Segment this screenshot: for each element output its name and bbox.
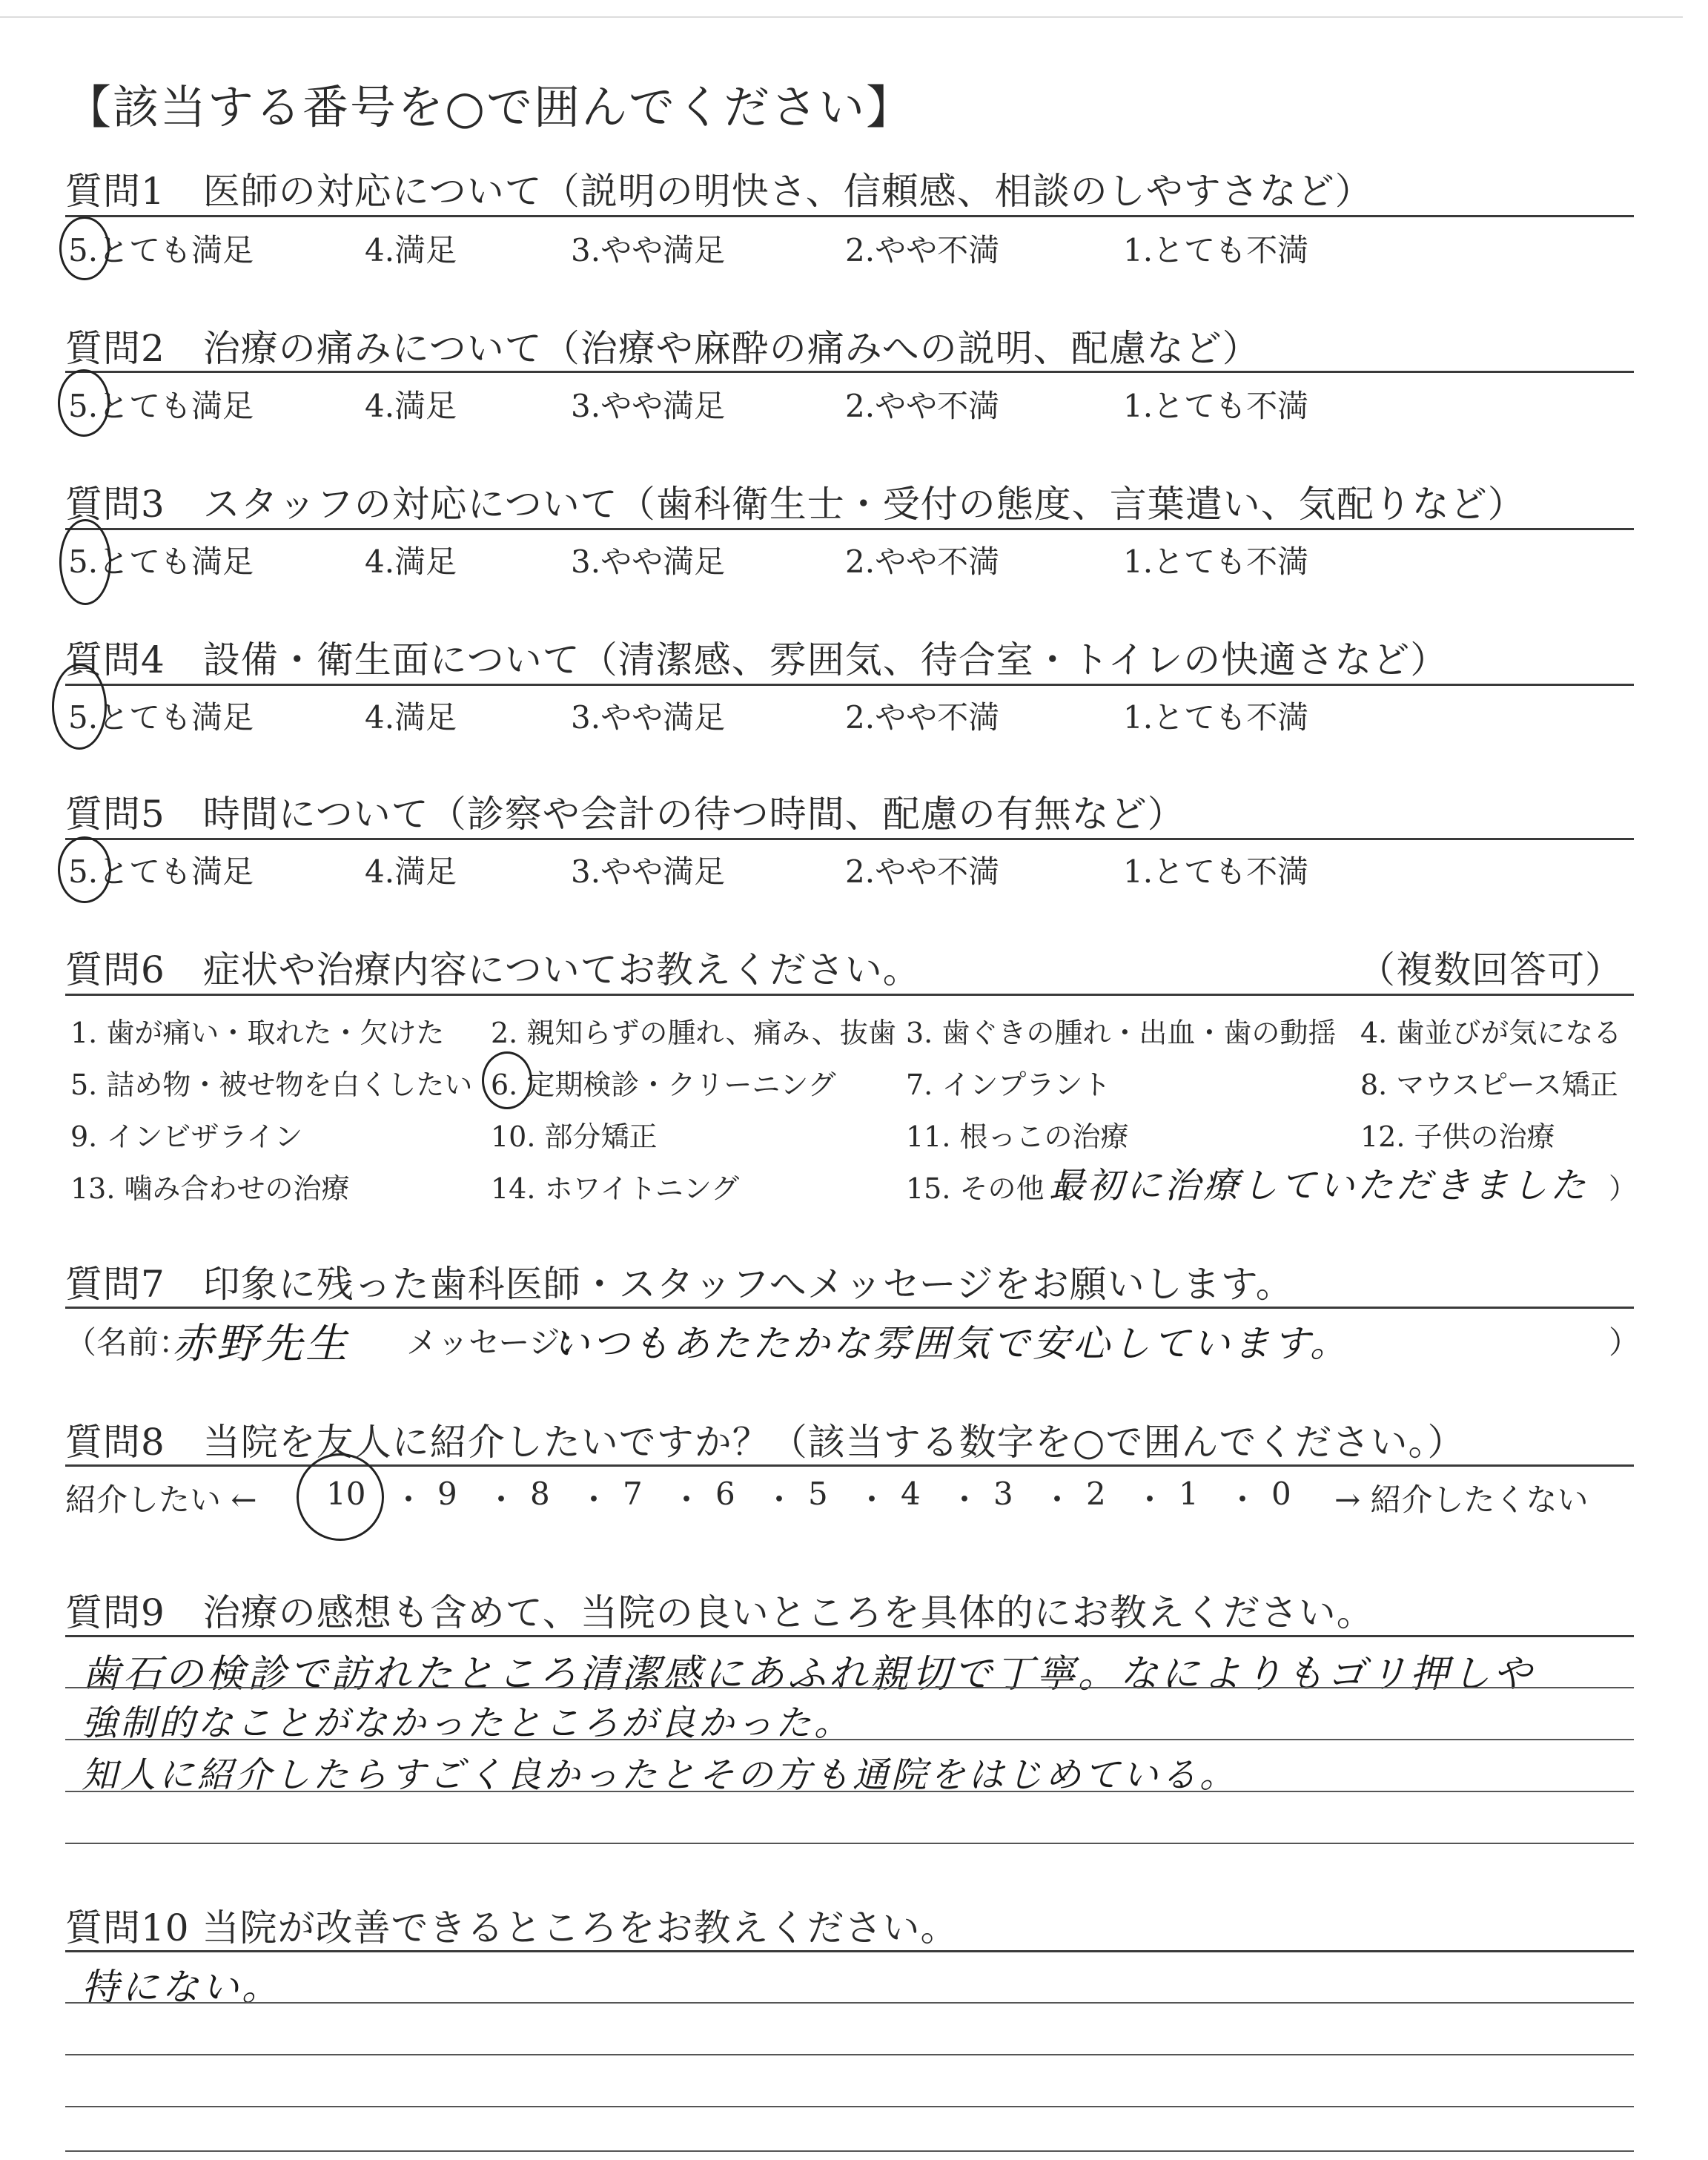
q5-option-1[interactable]: 1.とても不満 (1123, 853, 1309, 890)
q10-rule-0 (65, 1950, 1634, 1952)
q10-answer-line-1[interactable]: 特にない。 (82, 1966, 282, 2009)
q6-option-13[interactable]: 13. 噛み合わせの治療 (70, 1172, 350, 1205)
q8-sep: ・ (671, 1482, 703, 1518)
q3-option-3[interactable]: 3.やや満足 (571, 544, 726, 580)
q8-score-4[interactable]: 4 (901, 1476, 921, 1512)
q6-option-2[interactable]: 2. 親知らずの腫れ、痛み、抜歯 (491, 1017, 896, 1049)
q5-rule (65, 838, 1634, 840)
q6-option-6[interactable]: 6. 定期検診・クリーニング (491, 1069, 836, 1101)
q9-rule-1 (65, 1687, 1634, 1688)
q6-other-close-paren: ） (1609, 1172, 1638, 1205)
q2-option-1[interactable]: 1.とても不満 (1123, 388, 1309, 424)
q10-title: 質問10 当院が改善できるところをお教えください。 (65, 1906, 959, 1949)
q7-name-handwritten[interactable]: 赤野先生 (172, 1320, 350, 1368)
q10-rule-3 (65, 2106, 1634, 2107)
q6-option-1[interactable]: 1. 歯が痛い・取れた・欠けた (70, 1017, 445, 1049)
q7-close-paren: ） (1609, 1324, 1641, 1361)
q6-option-15[interactable]: 15. その他（ (906, 1172, 1073, 1205)
q7-title: 質問7 印象に残った歯科医師・スタッフへメッセージをお願いします。 (65, 1263, 1294, 1306)
q8-score-0[interactable]: 0 (1271, 1476, 1291, 1512)
q4-option-4[interactable]: 4.満足 (365, 699, 457, 736)
q6-other-handwritten[interactable]: 最初に治療していただきました (1049, 1165, 1589, 1206)
q4-option-1[interactable]: 1.とても不満 (1123, 699, 1309, 736)
q6-selection-circle (482, 1051, 532, 1109)
q6-option-7[interactable]: 7. インプラント (906, 1069, 1111, 1101)
q1-rule (65, 215, 1634, 217)
q6-option-8[interactable]: 8. マウスピース矯正 (1360, 1069, 1618, 1101)
q1-option-4[interactable]: 4.満足 (365, 232, 457, 268)
q10-rule-2 (65, 2054, 1634, 2055)
q8-score-6[interactable]: 6 (715, 1476, 735, 1512)
q1-option-1[interactable]: 1.とても不満 (1123, 232, 1309, 268)
q1-option-3[interactable]: 3.やや満足 (571, 232, 726, 268)
q8-sep: ・ (486, 1482, 517, 1518)
q6-option-9[interactable]: 9. インビザライン (70, 1120, 303, 1153)
q9-answer-line-2[interactable]: 強制的なことがなかったところが良かった。 (82, 1702, 853, 1744)
q4-option-5[interactable]: 5.とても満足 (68, 699, 254, 736)
q9-rule-2 (65, 1739, 1634, 1740)
q9-title: 質問9 治療の感想も含めて、当院の良いところを具体的にお教えください。 (65, 1591, 1374, 1634)
q8-title: 質問8 当院を友人に紹介したいですか？（該当する数字を○で囲んでください。） (65, 1421, 1466, 1464)
q2-rule (65, 371, 1634, 373)
q6-option-12[interactable]: 12. 子供の治療 (1360, 1120, 1555, 1153)
q9-rule-0 (65, 1635, 1634, 1637)
q4-rule (65, 684, 1634, 686)
q8-score-2[interactable]: 2 (1086, 1476, 1106, 1512)
q8-rule (65, 1464, 1634, 1467)
q3-title: 質問3 スタッフの対応について（歯科衛生士・受付の態度、言葉遣い、気配りなど） (65, 483, 1526, 526)
q8-sep: ・ (949, 1482, 981, 1518)
q7-message-handwritten[interactable]: いつもあたたかな雰囲気で安心しています。 (552, 1322, 1350, 1365)
q6-option-14[interactable]: 14. ホワイトニング (491, 1172, 740, 1205)
q8-sep: ・ (764, 1482, 795, 1518)
q6-multi-note: （複数回答可） (1358, 948, 1623, 991)
q6-title: 質問6 症状や治療内容についてお教えください。 (65, 948, 921, 991)
q9-rule-4 (65, 1843, 1634, 1844)
q6-option-11[interactable]: 11. 根っこの治療 (906, 1120, 1129, 1153)
q1-option-5[interactable]: 5.とても満足 (68, 232, 254, 268)
q5-option-3[interactable]: 3.やや満足 (571, 853, 726, 890)
q5-title: 質問5 時間について（診察や会計の待つ時間、配慮の有無など） (65, 793, 1185, 836)
q8-score-9[interactable]: 9 (437, 1476, 457, 1512)
q8-sep: ・ (393, 1482, 425, 1518)
q6-option-3[interactable]: 3. 歯ぐきの腫れ・出血・歯の動揺 (906, 1017, 1337, 1049)
q8-score-8[interactable]: 8 (530, 1476, 550, 1512)
q6-option-5[interactable]: 5. 詰め物・被せ物を白くしたい (70, 1069, 473, 1101)
q8-sep: ・ (1227, 1482, 1259, 1518)
q6-rule (65, 994, 1634, 996)
q5-option-2[interactable]: 2.やや不満 (845, 853, 1000, 890)
q3-option-4[interactable]: 4.満足 (365, 544, 457, 580)
q6-option-4[interactable]: 4. 歯並びが気になる (1360, 1017, 1622, 1049)
q3-option-1[interactable]: 1.とても不満 (1123, 544, 1309, 580)
q1-selection-circle (59, 217, 110, 280)
q8-left-label: 紹介したい ← (65, 1482, 257, 1518)
q2-option-2[interactable]: 2.やや不満 (845, 388, 1000, 424)
q5-option-5[interactable]: 5.とても満足 (68, 853, 254, 890)
q4-selection-circle (52, 664, 107, 750)
q9-answer-line-3[interactable]: 知人に紹介したらすごく良かったとその方も通院をはじめている。 (82, 1754, 1239, 1796)
q9-rule-3 (65, 1791, 1634, 1792)
q3-option-5[interactable]: 5.とても満足 (68, 544, 254, 580)
q2-option-5[interactable]: 5.とても満足 (68, 388, 254, 424)
q10-rule-1 (65, 2002, 1634, 2004)
q5-option-4[interactable]: 4.満足 (365, 853, 457, 890)
q8-score-10[interactable]: 10 (326, 1476, 366, 1512)
q8-sep: ・ (1042, 1482, 1073, 1518)
q8-sep: ・ (578, 1482, 610, 1518)
q4-option-2[interactable]: 2.やや不満 (845, 699, 1000, 736)
q9-answer-line-1[interactable]: 歯石の検診で訪れたところ清潔感にあふれ親切で丁寧。なによりもゴリ押しや (82, 1652, 1535, 1697)
q8-score-1[interactable]: 1 (1179, 1476, 1199, 1512)
q8-score-5[interactable]: 5 (808, 1476, 828, 1512)
q7-name-label: （名前： (65, 1324, 191, 1361)
q8-right-label: → 紹介したくない (1334, 1482, 1589, 1518)
top-border (0, 16, 1683, 18)
q5-selection-circle (58, 836, 111, 903)
q3-rule (65, 528, 1634, 530)
q2-option-4[interactable]: 4.満足 (365, 388, 457, 424)
q7-rule (65, 1307, 1634, 1309)
q8-score-3[interactable]: 3 (993, 1476, 1013, 1512)
q2-title: 質問2 治療の痛みについて（治療や麻酔の痛みへの説明、配慮など） (65, 327, 1260, 370)
q8-score-7[interactable]: 7 (623, 1476, 643, 1512)
q8-sep: ・ (856, 1482, 888, 1518)
q6-option-10[interactable]: 10. 部分矯正 (491, 1120, 658, 1153)
q10-rule-4 (65, 2150, 1634, 2152)
q1-option-2[interactable]: 2.やや不満 (845, 232, 1000, 268)
q8-sep: ・ (1134, 1482, 1166, 1518)
q3-selection-circle (59, 519, 111, 605)
q4-option-3[interactable]: 3.やや満足 (571, 699, 726, 736)
q1-title: 質問1 医師の対応について（説明の明快さ、信頼感、相談のしやすさなど） (65, 170, 1373, 213)
q7-message-label: メッセージ： (406, 1324, 592, 1361)
q2-option-3[interactable]: 3.やや満足 (571, 388, 726, 424)
q3-option-2[interactable]: 2.やや不満 (845, 544, 1000, 580)
q4-title: 質問4 設備・衛生面について（清潔感、雰囲気、待合室・トイレの快適さなど） (65, 638, 1449, 681)
q2-selection-circle (58, 369, 110, 437)
page-title: 【該当する番号を○で囲んでください】 (65, 80, 914, 134)
q8-selection-circle (297, 1453, 384, 1541)
